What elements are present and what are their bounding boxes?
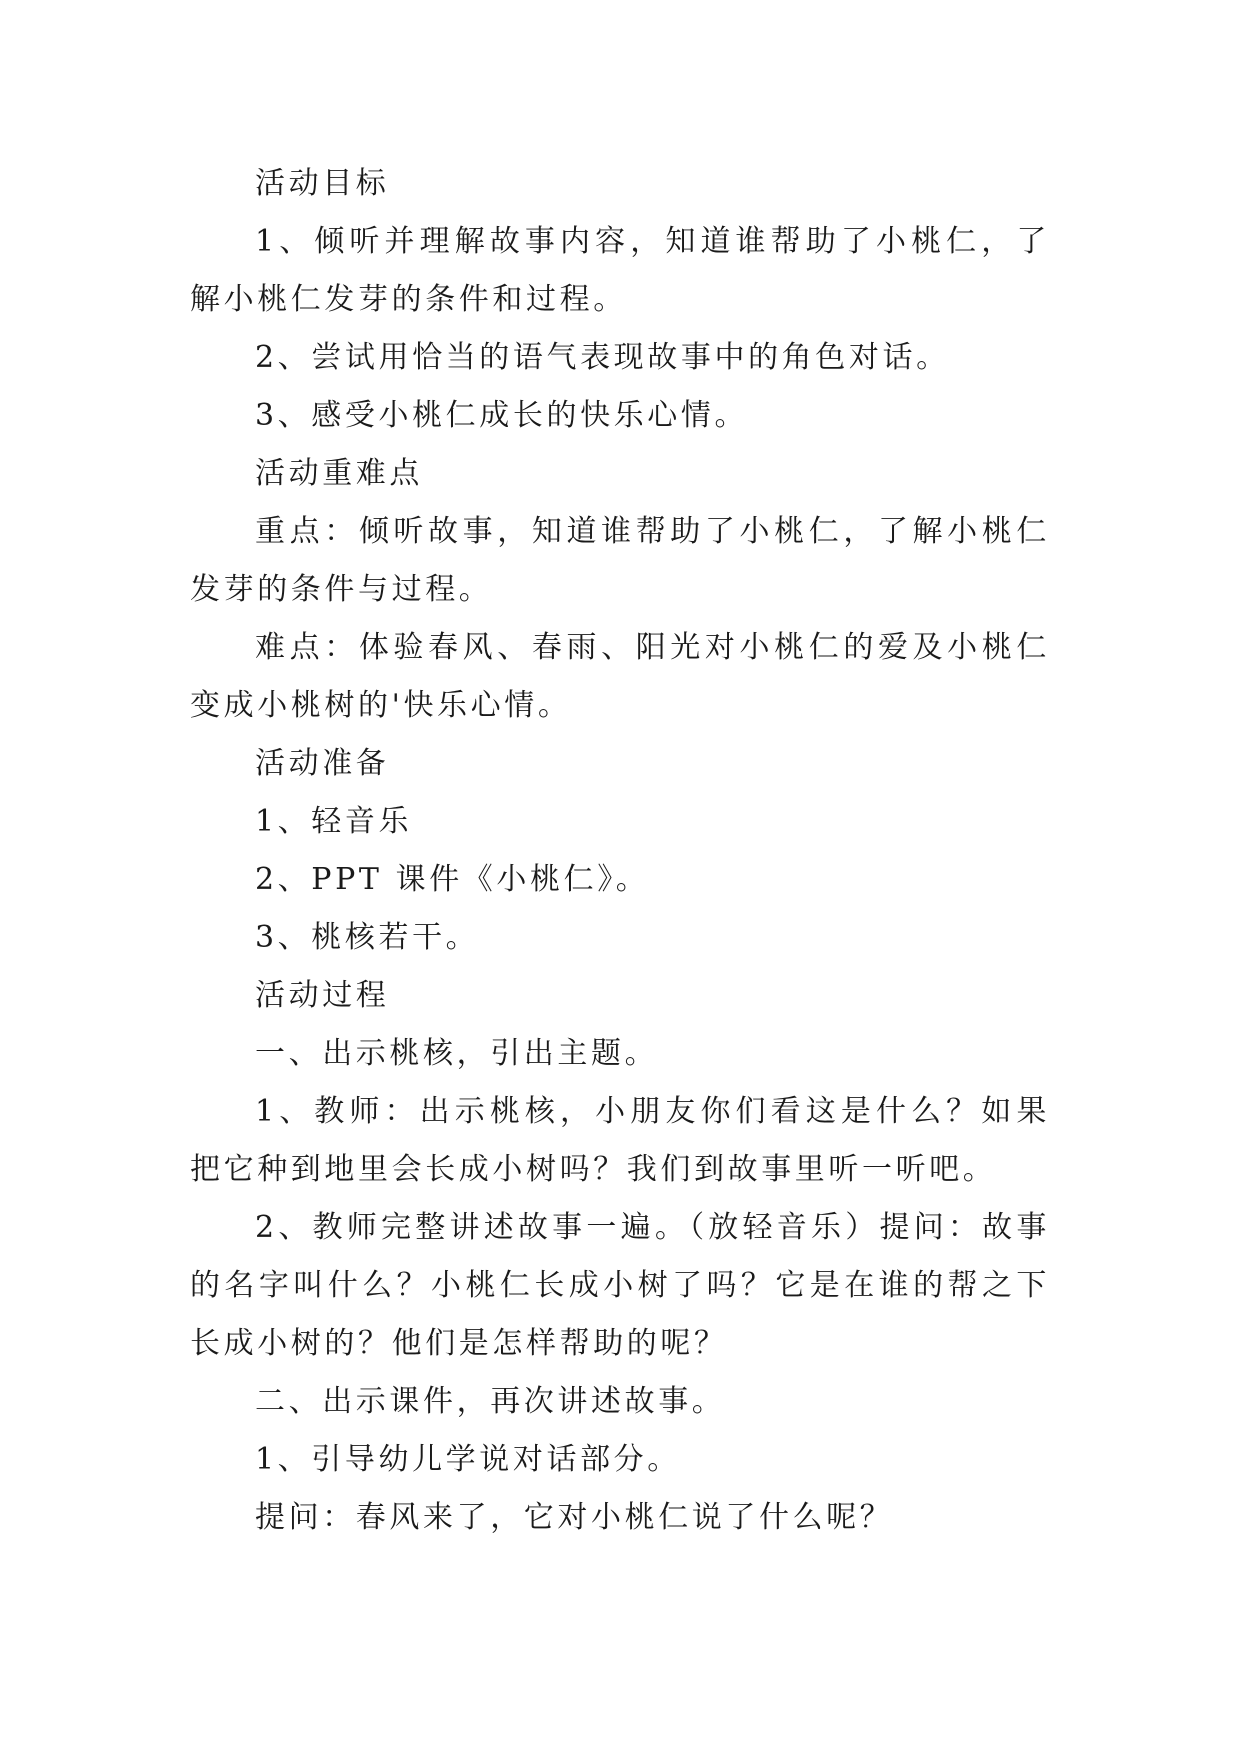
goal-item-1: 1、倾听并理解故事内容，知道谁帮助了小桃仁，了解小桃仁发芽的条件和过程。 (190, 224, 1050, 317)
process-step-2-item-1: 1、引导幼儿学说对话部分。 (255, 1442, 681, 1477)
document-body (190, 155, 1050, 1547)
preparation-item-2: 2、PPT 课件《小桃仁》。 (255, 862, 650, 897)
process-step-1-item-2: 2、教师完整讲述故事一遍。（放轻音乐）提问：故事的名字叫什么？小桃仁长成小树了吗？它是在谁的帮之下长成小树的？他们是怎样帮助的呢？ (190, 1210, 1050, 1361)
key-point-paragraph: 重点：倾听故事，知道谁帮助了小桃仁，了解小桃仁发芽的条件与过程。 (190, 514, 1050, 607)
goal-item-2: 2、尝试用恰当的语气表现故事中的角色对话。 (255, 340, 950, 375)
process-step-2-question: 提问：春风来了，它对小桃仁说了什么呢？ (255, 1500, 894, 1535)
section-heading-preparation: 活动准备 (255, 746, 390, 781)
goal-item-3: 3、感受小桃仁成长的快乐心情。 (255, 398, 749, 433)
preparation-item-3: 3、桃核若干。 (255, 920, 480, 955)
section-heading-key-points: 活动重难点 (255, 456, 423, 491)
process-step-2-heading: 二、出示课件，再次讲述故事。 (255, 1384, 726, 1419)
section-heading-process: 活动过程 (255, 978, 390, 1013)
difficult-point-paragraph: 难点：体验春风、春雨、阳光对小桃仁的爱及小桃仁变成小桃树的'快乐心情。 (190, 630, 1050, 723)
section-heading-goals: 活动目标 (255, 166, 390, 201)
process-step-1-item-1: 1、教师：出示桃核，小朋友你们看这是什么？如果把它种到地里会长成小树吗？我们到故事里听一听吧。 (190, 1094, 1050, 1187)
preparation-item-1: 1、轻音乐 (255, 804, 413, 839)
process-step-1-heading: 一、出示桃核，引出主题。 (255, 1036, 659, 1071)
